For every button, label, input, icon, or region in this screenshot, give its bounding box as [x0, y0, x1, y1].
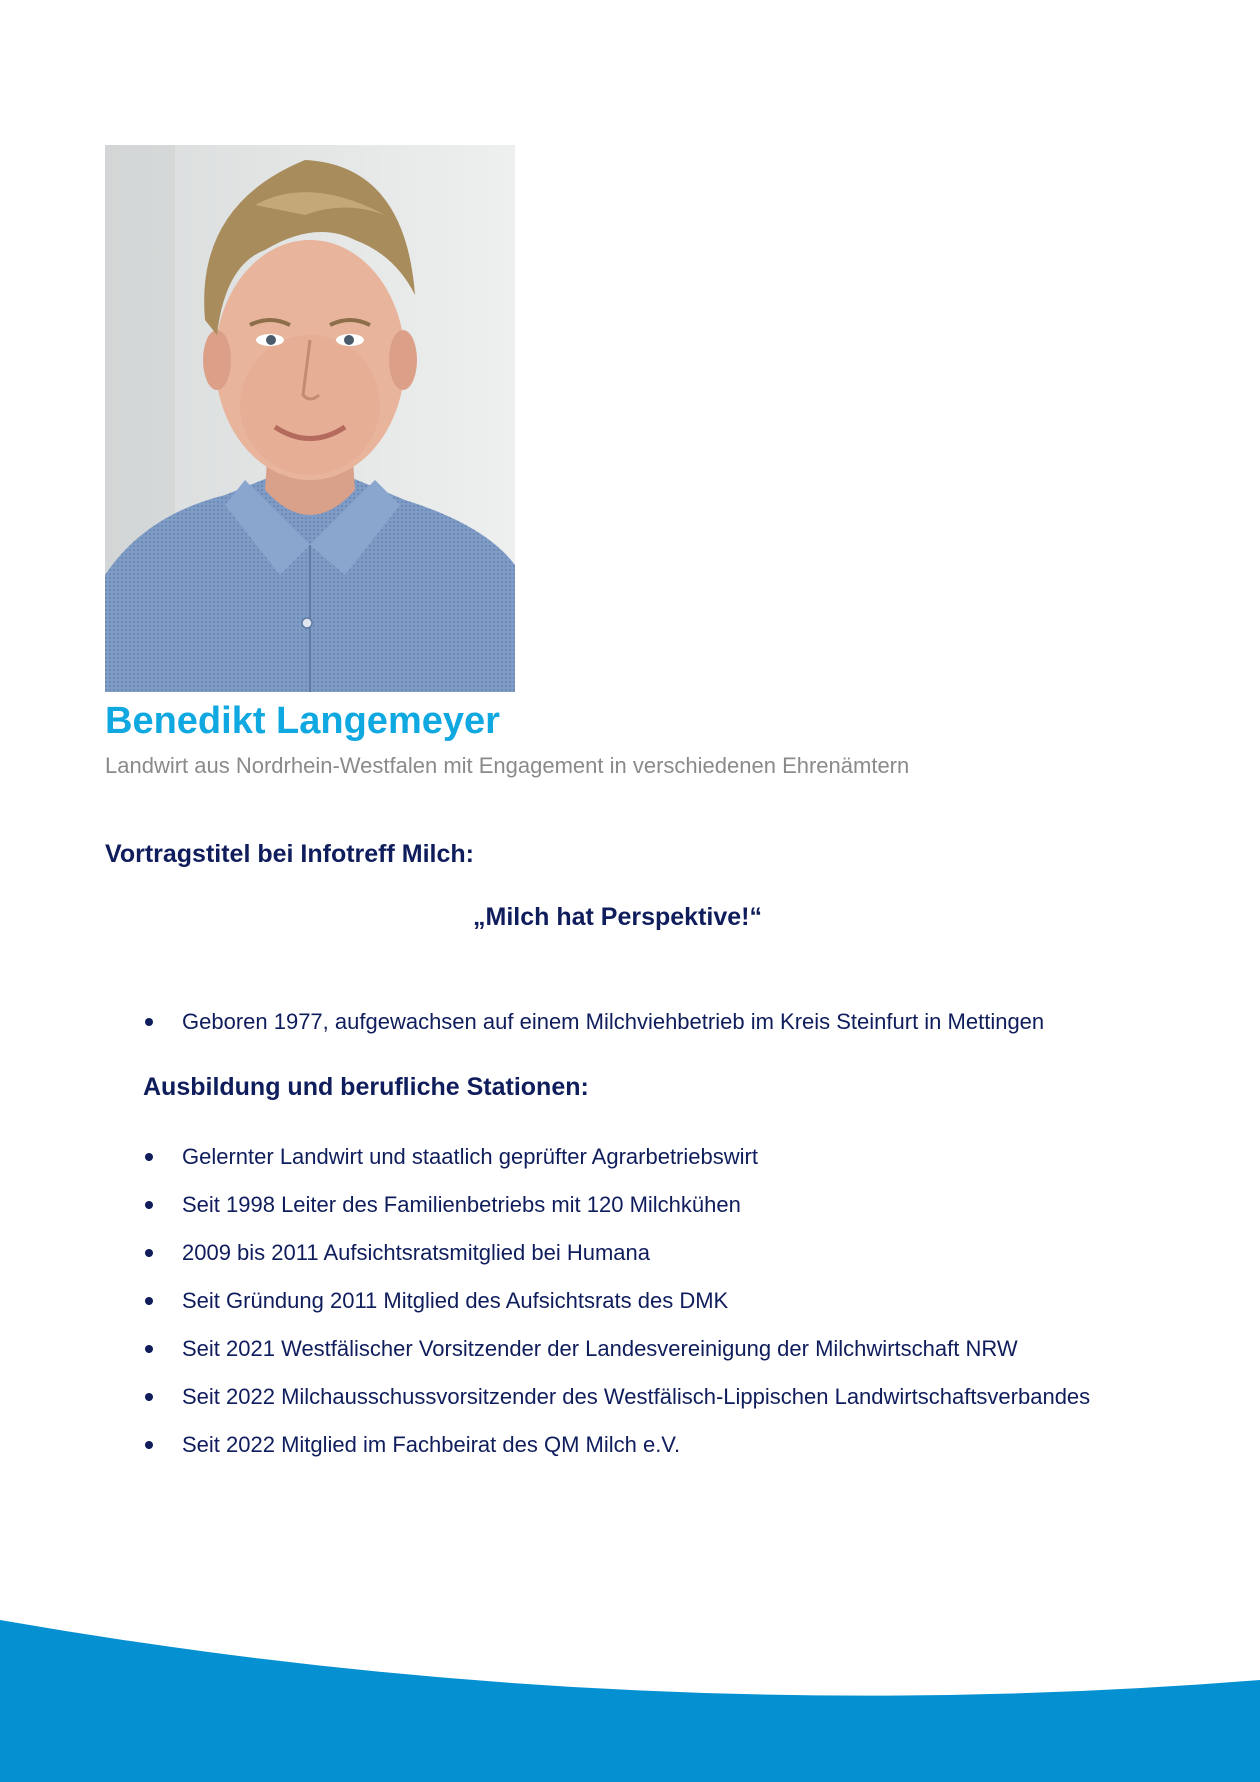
bullet-icon — [145, 1297, 153, 1305]
list-item: 2009 bis 2011 Aufsichtsratsmitglied bei Humana — [143, 1229, 1143, 1277]
person-name: Benedikt Langemeyer — [105, 700, 500, 742]
person-subtitle: Landwirt aus Nordrhein-Westfalen mit Engagement in verschiedenen Ehrenämtern — [105, 753, 910, 778]
list-item: Seit Gründung 2011 Mitglied des Aufsichtsrats des DMK — [143, 1277, 1143, 1325]
list-item: Gelernter Landwirt und staatlich geprüfter Agrarbetriebswirt — [143, 1133, 1143, 1181]
list-item: Seit 2022 Milchausschussvorsitzender des Westfälisch-Lippischen Landwirtschaftsverbandes — [143, 1373, 1143, 1421]
list-item: Seit 1998 Leiter des Familienbetriebs mit 120 Milchkühen — [143, 1181, 1143, 1229]
footer-wave — [0, 1600, 1260, 1782]
talk-heading: Vortragstitel bei Infotreff Milch: — [105, 840, 474, 868]
career-heading: Ausbildung und berufliche Stationen: — [143, 1073, 589, 1101]
bullet-icon — [145, 1393, 153, 1401]
background-list — [143, 998, 1203, 1046]
bullet-icon — [145, 1153, 153, 1161]
bullet-icon — [145, 1249, 153, 1257]
bullet-icon — [145, 1018, 153, 1026]
bullet-icon — [145, 1441, 153, 1449]
bullet-icon — [145, 1201, 153, 1209]
list-item: Geboren 1977, aufgewachsen auf einem Milchviehbetrieb im Kreis Steinfurt in Mettingen — [143, 998, 1203, 1046]
career-list — [143, 1133, 1143, 1469]
bullet-icon — [145, 1345, 153, 1353]
list-item: Seit 2021 Westfälischer Vorsitzender der Landesvereinigung der Milchwirtschaft NRW — [143, 1325, 1143, 1373]
list-item: Seit 2022 Mitglied im Fachbeirat des QM Milch e.V. — [143, 1421, 1143, 1469]
talk-title: „Milch hat Perspektive!“ — [473, 903, 762, 931]
portrait-photo — [105, 145, 515, 692]
